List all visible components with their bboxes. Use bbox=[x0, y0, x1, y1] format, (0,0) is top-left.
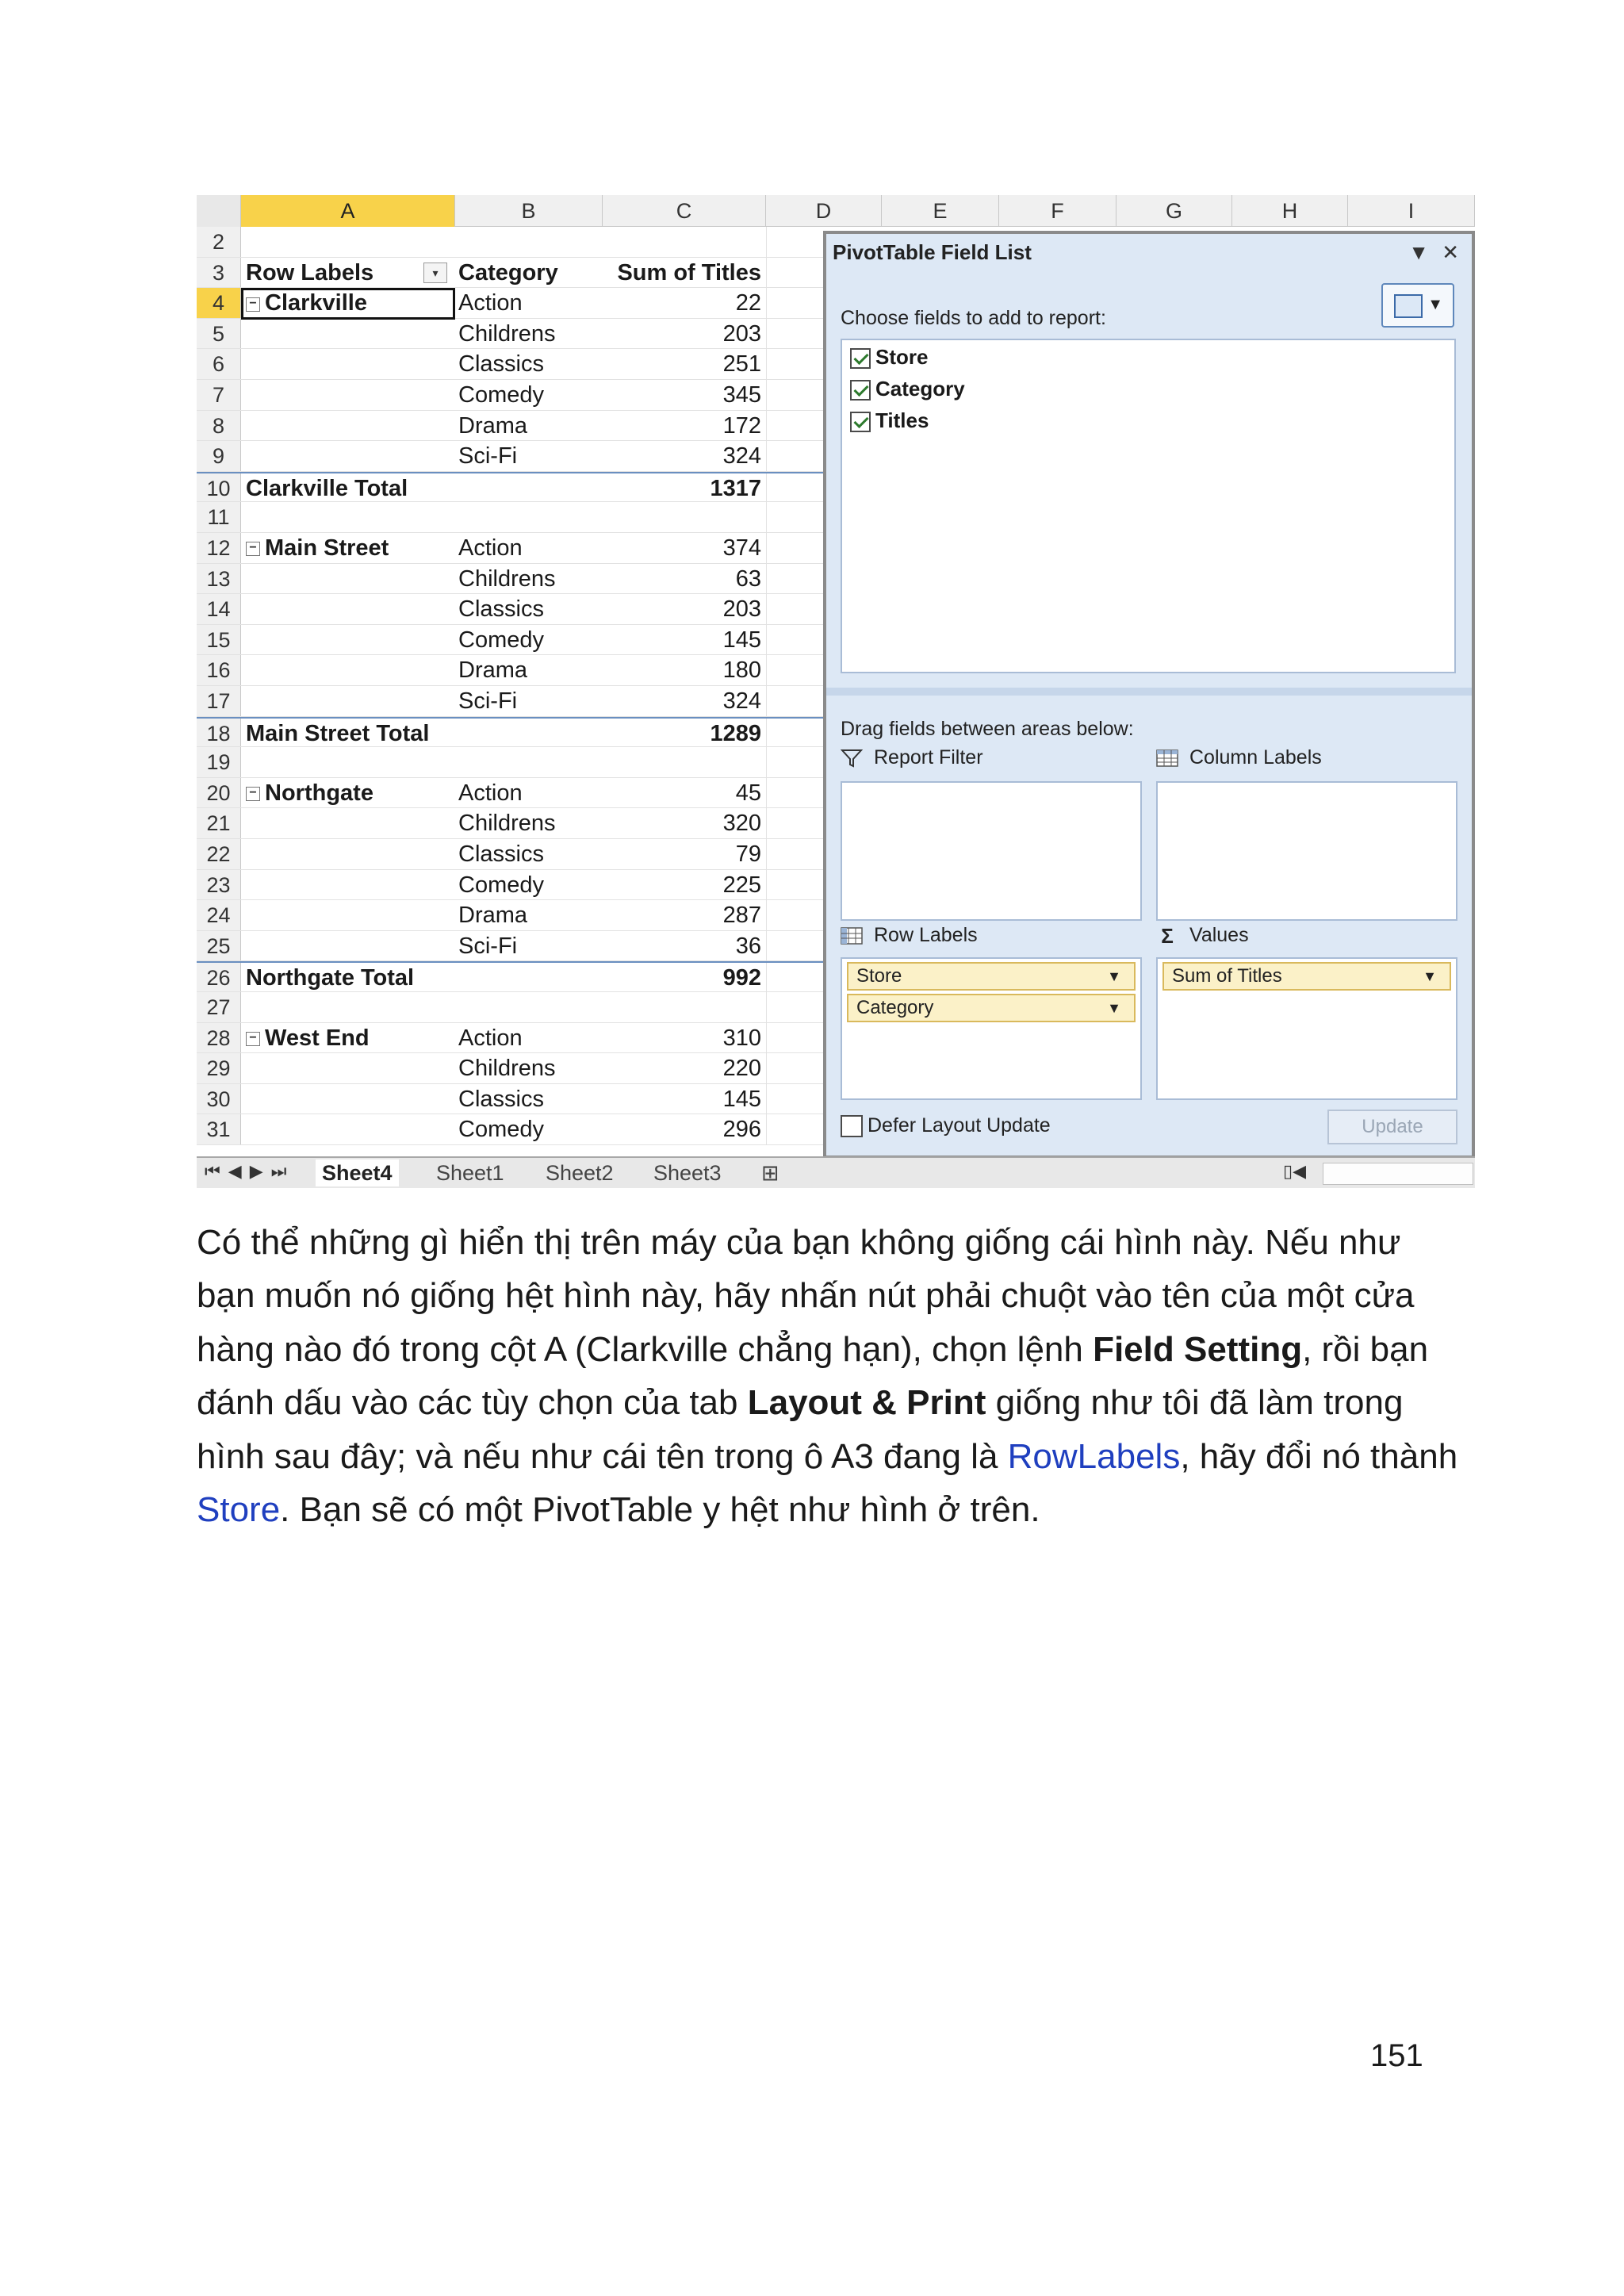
cell-c[interactable]: Sum of Titles bbox=[617, 259, 761, 286]
cell-a[interactable] bbox=[246, 411, 454, 441]
report-filter-area[interactable] bbox=[841, 781, 1142, 921]
cell-d[interactable] bbox=[766, 900, 823, 930]
sheet-row bbox=[197, 1023, 823, 1054]
cell-c[interactable]: 203 bbox=[722, 320, 761, 347]
bold-text: Field Setting bbox=[1093, 1329, 1303, 1369]
column-header-h[interactable]: H bbox=[1232, 195, 1348, 227]
cell-b[interactable]: Comedy bbox=[458, 382, 544, 408]
row-number[interactable]: 19 bbox=[197, 747, 241, 777]
cell-b[interactable]: Childrens bbox=[458, 565, 556, 592]
sheet-row bbox=[197, 441, 823, 472]
cell-b[interactable] bbox=[458, 502, 603, 532]
cell-b[interactable]: Childrens bbox=[458, 811, 556, 837]
cell-d[interactable] bbox=[766, 594, 823, 624]
layout-icon bbox=[1394, 294, 1423, 318]
text-run: . Bạn sẽ có một PivotTable y hệt như hình ở trên. bbox=[280, 1490, 1040, 1530]
cell-c[interactable]: 145 bbox=[722, 1086, 761, 1112]
sheet-tab[interactable]: Sheet1 bbox=[436, 1161, 504, 1185]
column-header-g[interactable]: G bbox=[1116, 195, 1232, 227]
field-item-label: Category bbox=[875, 377, 965, 401]
cell-b[interactable]: Classics bbox=[458, 351, 544, 378]
field-item-label: Store bbox=[875, 345, 929, 369]
row-number[interactable]: 17 bbox=[197, 686, 241, 716]
cell-b[interactable]: Action bbox=[458, 780, 523, 806]
sheet-row bbox=[197, 1114, 823, 1145]
row-number[interactable]: 9 bbox=[197, 441, 241, 471]
sheet-tabs-bar bbox=[197, 1156, 1475, 1188]
cell-d[interactable] bbox=[766, 473, 823, 502]
highlight-text: Store bbox=[197, 1490, 281, 1530]
cell-d[interactable] bbox=[766, 963, 823, 991]
excel-screenshot bbox=[197, 195, 1475, 1188]
sheet-row bbox=[197, 1084, 823, 1115]
row-number[interactable]: 8 bbox=[197, 411, 241, 441]
sheet-row bbox=[197, 227, 823, 258]
cell-d[interactable] bbox=[766, 411, 823, 441]
cell-d[interactable] bbox=[766, 992, 823, 1022]
cell-b[interactable]: Action bbox=[458, 1025, 523, 1051]
cell-a[interactable] bbox=[246, 931, 454, 961]
row-labels-icon bbox=[841, 926, 863, 945]
scroll-splitter-icon[interactable]: ▯◀ bbox=[1283, 1161, 1307, 1181]
cell-b[interactable]: Comedy bbox=[458, 1117, 544, 1143]
sheet-row bbox=[197, 655, 823, 686]
cell-c[interactable]: 36 bbox=[735, 933, 761, 959]
cell-a[interactable] bbox=[246, 870, 454, 900]
cell-a[interactable] bbox=[246, 1023, 454, 1053]
cell-a[interactable] bbox=[246, 992, 454, 1022]
sheet-row bbox=[197, 747, 823, 778]
text-run: , hãy đổi nó thành bbox=[1180, 1436, 1458, 1476]
cell-c[interactable]: 225 bbox=[722, 872, 761, 898]
cell-a[interactable] bbox=[246, 441, 454, 471]
row-number[interactable]: 21 bbox=[197, 808, 241, 838]
cell-c[interactable]: 324 bbox=[722, 443, 761, 470]
drag-fields-label: Drag fields between areas below: bbox=[841, 718, 1134, 740]
cell-d[interactable] bbox=[766, 288, 823, 318]
update-button[interactable]: Update bbox=[1327, 1110, 1457, 1144]
page-number: 151 bbox=[1370, 2038, 1423, 2073]
cell-c[interactable]: 251 bbox=[722, 351, 761, 378]
panel-menu-icon[interactable]: ▼ bbox=[1408, 240, 1429, 264]
row-number[interactable]: 31 bbox=[197, 1114, 241, 1144]
cell-a[interactable] bbox=[246, 686, 454, 716]
sheet-row bbox=[197, 564, 823, 595]
sheet-row bbox=[197, 808, 823, 839]
cell-d[interactable] bbox=[766, 719, 823, 747]
sheet-row bbox=[197, 594, 823, 625]
sheet-row bbox=[197, 870, 823, 901]
row-number[interactable]: 28 bbox=[197, 1023, 241, 1053]
checkbox-icon[interactable] bbox=[841, 1115, 863, 1137]
highlight-text: RowLabels bbox=[1007, 1436, 1181, 1476]
column-header-c[interactable]: C bbox=[603, 195, 766, 227]
row-number[interactable]: 24 bbox=[197, 900, 241, 930]
horizontal-scrollbar[interactable] bbox=[1323, 1163, 1473, 1185]
cell-c[interactable]: 296 bbox=[722, 1117, 761, 1143]
row-number[interactable]: 25 bbox=[197, 931, 241, 961]
chevron-down-icon[interactable]: ▼ bbox=[1107, 968, 1121, 984]
sheet-row bbox=[197, 1053, 823, 1084]
cell-c[interactable]: 992 bbox=[722, 965, 761, 991]
store-label: Northgate bbox=[265, 780, 373, 806]
cell-a[interactable] bbox=[246, 380, 454, 410]
cell-c[interactable]: 203 bbox=[722, 596, 761, 623]
cell-a[interactable] bbox=[246, 319, 454, 349]
filter-icon bbox=[841, 749, 863, 768]
field-item-label: Titles bbox=[875, 408, 929, 432]
cell-a[interactable] bbox=[246, 625, 454, 655]
cell-c[interactable]: 180 bbox=[722, 657, 761, 684]
sheet-row bbox=[197, 717, 823, 748]
sigma-icon: Σ bbox=[1161, 924, 1174, 949]
cell-c[interactable]: 324 bbox=[722, 688, 761, 714]
row-number[interactable]: 18 bbox=[197, 719, 241, 747]
cell-c[interactable] bbox=[603, 502, 766, 532]
cell-c[interactable]: 320 bbox=[722, 811, 761, 837]
cell-a[interactable] bbox=[246, 1084, 454, 1114]
cell-a[interactable] bbox=[246, 502, 454, 532]
cell-d[interactable] bbox=[766, 1114, 823, 1144]
row-number[interactable]: 16 bbox=[197, 655, 241, 685]
cell-a[interactable] bbox=[246, 349, 454, 379]
chevron-down-icon[interactable]: ▼ bbox=[1107, 1000, 1121, 1016]
sheet-row bbox=[197, 961, 823, 992]
row-number[interactable]: 13 bbox=[197, 564, 241, 594]
field-item-store[interactable] bbox=[850, 345, 928, 370]
chevron-down-icon[interactable]: ▼ bbox=[1423, 968, 1437, 984]
row-number[interactable]: 27 bbox=[197, 992, 241, 1022]
cell-d[interactable] bbox=[766, 870, 823, 900]
values-label: Σ Values bbox=[1156, 924, 1249, 947]
cell-b[interactable]: Comedy bbox=[458, 872, 544, 898]
cell-a[interactable] bbox=[246, 594, 454, 624]
cell-d[interactable] bbox=[766, 655, 823, 685]
cell-c[interactable]: 22 bbox=[735, 290, 761, 316]
cell-b[interactable] bbox=[458, 473, 603, 502]
cell-d[interactable] bbox=[766, 808, 823, 838]
sheet-row bbox=[197, 778, 823, 809]
row-field-store[interactable]: Store ▼ bbox=[847, 962, 1136, 991]
cell-d[interactable] bbox=[766, 441, 823, 471]
cell-a[interactable] bbox=[246, 900, 454, 930]
collapse-icon[interactable]: − bbox=[246, 1032, 260, 1046]
cell-d[interactable] bbox=[766, 502, 823, 532]
row-labels-area[interactable] bbox=[841, 957, 1142, 1100]
cell-c[interactable]: 374 bbox=[722, 535, 761, 561]
sheet-tab[interactable]: Sheet3 bbox=[653, 1161, 722, 1185]
cell-a[interactable] bbox=[246, 1114, 454, 1144]
body-paragraph bbox=[197, 1216, 1465, 1536]
cell-b[interactable]: Sci-Fi bbox=[458, 933, 518, 959]
cell-b[interactable]: Action bbox=[458, 290, 523, 316]
cell-d[interactable] bbox=[766, 1053, 823, 1083]
column-header-b[interactable]: B bbox=[455, 195, 603, 227]
sheet-row bbox=[197, 258, 823, 289]
store-label: Main Street bbox=[265, 535, 389, 561]
report-filter-label: Report Filter bbox=[841, 746, 983, 769]
row-number[interactable]: 7 bbox=[197, 380, 241, 410]
row-number[interactable]: 14 bbox=[197, 594, 241, 624]
column-header-f[interactable]: F bbox=[999, 195, 1116, 227]
cell-a[interactable]: Main Street Total bbox=[246, 720, 430, 746]
cell-a[interactable]: Clarkville Total bbox=[246, 475, 408, 501]
cell-a[interactable] bbox=[246, 655, 454, 685]
defer-label: Defer Layout Update bbox=[868, 1114, 1051, 1137]
row-labels-label: Row Labels bbox=[841, 924, 978, 947]
cell-c[interactable]: 287 bbox=[722, 903, 761, 929]
cell-b[interactable] bbox=[458, 747, 603, 777]
row-number[interactable]: 3 bbox=[197, 258, 241, 288]
checkbox-checked-icon[interactable] bbox=[850, 380, 871, 401]
cell-d[interactable] bbox=[766, 686, 823, 716]
cell-b[interactable]: Childrens bbox=[458, 1056, 556, 1082]
collapse-icon[interactable]: − bbox=[246, 542, 260, 556]
row-number[interactable]: 22 bbox=[197, 839, 241, 869]
cell-c[interactable]: 145 bbox=[722, 627, 761, 653]
cell-a[interactable] bbox=[246, 839, 454, 869]
cell-b[interactable]: Classics bbox=[458, 1086, 544, 1112]
sheet-tab[interactable]: Sheet4 bbox=[316, 1159, 399, 1186]
close-icon[interactable]: ✕ bbox=[1442, 240, 1459, 264]
row-number[interactable]: 4 bbox=[197, 288, 241, 318]
cell-d[interactable] bbox=[766, 533, 823, 563]
cell-b[interactable]: Drama bbox=[458, 903, 528, 929]
choose-fields-label: Choose fields to add to report: bbox=[841, 307, 1106, 329]
sheet-row bbox=[197, 502, 823, 533]
sheet-row bbox=[197, 533, 823, 564]
pivottable-field-list bbox=[823, 231, 1475, 1159]
cell-b[interactable]: Sci-Fi bbox=[458, 443, 518, 470]
cell-b[interactable]: Drama bbox=[458, 412, 528, 439]
column-labels-label: Column Labels bbox=[1156, 746, 1322, 769]
checkbox-checked-icon[interactable] bbox=[850, 412, 871, 432]
cell-d[interactable] bbox=[766, 258, 823, 288]
cell-c[interactable]: 63 bbox=[735, 565, 761, 592]
checkbox-checked-icon[interactable] bbox=[850, 348, 871, 369]
cell-a[interactable] bbox=[246, 258, 454, 288]
cell-b[interactable] bbox=[458, 719, 603, 747]
cell-d[interactable] bbox=[766, 1023, 823, 1053]
cell-c[interactable]: 1317 bbox=[710, 475, 761, 501]
text-run: giống như tôi đã làm trong hình sau đây; và nếu như cái tên trong ô A3 đang là bbox=[197, 1383, 1404, 1476]
cell-c[interactable]: 310 bbox=[722, 1025, 761, 1051]
row-number[interactable]: 29 bbox=[197, 1053, 241, 1083]
sheet-row bbox=[197, 931, 823, 962]
cell-b[interactable]: Category bbox=[458, 259, 558, 286]
store-label: Clarkville bbox=[265, 290, 367, 316]
cell-b[interactable]: Childrens bbox=[458, 320, 556, 347]
cell-a[interactable] bbox=[246, 1053, 454, 1083]
defer-layout-update[interactable] bbox=[841, 1114, 1051, 1137]
cell-d[interactable] bbox=[766, 1084, 823, 1114]
field-item-titles[interactable] bbox=[850, 408, 929, 433]
row-number[interactable]: 26 bbox=[197, 963, 241, 991]
cell-b[interactable]: Classics bbox=[458, 596, 544, 623]
store-label: West End bbox=[265, 1025, 370, 1051]
cell-c[interactable]: 345 bbox=[722, 382, 761, 408]
column-header-e[interactable]: E bbox=[882, 195, 999, 227]
active-cell-a4[interactable] bbox=[241, 288, 455, 320]
row-labels-header: Row Labels bbox=[246, 259, 374, 286]
cell-d[interactable] bbox=[766, 227, 823, 257]
cell-a[interactable] bbox=[246, 564, 454, 594]
cell-d[interactable] bbox=[766, 747, 823, 777]
row-number[interactable]: 23 bbox=[197, 870, 241, 900]
cell-d[interactable] bbox=[766, 778, 823, 808]
text-run: , rồi bạn đánh dấu vào các tùy chọn của tab bbox=[197, 1329, 1429, 1423]
collapse-icon[interactable]: − bbox=[246, 297, 260, 312]
column-header-a[interactable]: A bbox=[241, 195, 455, 227]
row-field-category[interactable]: Category ▼ bbox=[847, 994, 1136, 1022]
cell-b[interactable]: Action bbox=[458, 535, 523, 561]
cell-a[interactable] bbox=[246, 808, 454, 838]
row-number[interactable]: 20 bbox=[197, 778, 241, 808]
column-header-bar bbox=[197, 195, 1475, 227]
select-all-corner[interactable] bbox=[197, 195, 241, 227]
cell-c[interactable]: 1289 bbox=[710, 720, 761, 746]
cell-d[interactable] bbox=[766, 839, 823, 869]
row-number[interactable]: 2 bbox=[197, 227, 241, 257]
field-item-category[interactable] bbox=[850, 377, 965, 401]
chevron-down-icon: ▼ bbox=[1427, 296, 1443, 313]
cell-d[interactable] bbox=[766, 931, 823, 961]
cell-d[interactable] bbox=[766, 349, 823, 379]
cell-c[interactable]: 79 bbox=[735, 841, 761, 867]
collapse-icon[interactable]: − bbox=[246, 787, 260, 801]
value-field-sum-of-titles[interactable]: Sum of Titles ▼ bbox=[1162, 962, 1451, 991]
cell-a[interactable] bbox=[246, 227, 454, 257]
cell-b[interactable]: Sci-Fi bbox=[458, 688, 518, 714]
row-number[interactable]: 5 bbox=[197, 319, 241, 349]
row-number[interactable]: 12 bbox=[197, 533, 241, 563]
insert-sheet-icon[interactable]: ⊞ bbox=[761, 1161, 779, 1185]
sheet-row bbox=[197, 839, 823, 870]
cell-b[interactable] bbox=[458, 992, 603, 1022]
column-labels-area[interactable] bbox=[1156, 781, 1457, 921]
filter-dropdown-icon[interactable]: ▾ bbox=[423, 263, 447, 283]
sheet-row bbox=[197, 472, 823, 503]
cell-c[interactable]: 220 bbox=[722, 1056, 761, 1082]
sheet-row bbox=[197, 411, 823, 442]
sheet-row bbox=[197, 380, 823, 411]
bold-text: Layout & Print bbox=[747, 1383, 986, 1423]
cell-b[interactable]: Drama bbox=[458, 657, 528, 684]
field-list-layout-button[interactable] bbox=[1381, 283, 1454, 328]
sheet-row bbox=[197, 349, 823, 380]
values-area[interactable] bbox=[1156, 957, 1457, 1100]
cell-b[interactable]: Classics bbox=[458, 841, 544, 867]
column-header-d[interactable]: D bbox=[766, 195, 882, 227]
cell-d[interactable] bbox=[766, 625, 823, 655]
row-number[interactable]: 6 bbox=[197, 349, 241, 379]
cell-a[interactable]: Northgate Total bbox=[246, 965, 415, 991]
cell-d[interactable] bbox=[766, 564, 823, 594]
pivot-panel-title: PivotTable Field List bbox=[833, 240, 1032, 264]
cell-a[interactable] bbox=[246, 778, 454, 808]
row-number[interactable]: 30 bbox=[197, 1084, 241, 1114]
cell-d[interactable] bbox=[766, 319, 823, 349]
cell-c[interactable] bbox=[603, 992, 766, 1022]
sheet-row bbox=[197, 992, 823, 1023]
column-header-i[interactable]: I bbox=[1348, 195, 1475, 227]
sheet-row bbox=[197, 686, 823, 717]
cell-b[interactable] bbox=[458, 963, 603, 991]
row-number[interactable]: 15 bbox=[197, 625, 241, 655]
row-number[interactable]: 10 bbox=[197, 473, 241, 502]
cell-d[interactable] bbox=[766, 380, 823, 410]
text-run: Có thể những gì hiển thị trên máy của bạn không giống cái hình này. Nếu như bạn muốn nó giống hệt hình này, hãy nhấn nút phải chuột vào tên của một cửa hàng nào đó trong cột A (Clarkville chẳng hạn), chọn lệnh bbox=[197, 1223, 1415, 1369]
cell-a[interactable] bbox=[246, 747, 454, 777]
column-labels-icon bbox=[1156, 749, 1178, 768]
cell-c[interactable]: 45 bbox=[735, 780, 761, 806]
field-list-box bbox=[841, 339, 1456, 673]
sheet-navigation-icons[interactable]: ⏮◀▶⏭ bbox=[205, 1161, 295, 1181]
sheet-tab[interactable]: Sheet2 bbox=[546, 1161, 614, 1185]
sheet-row bbox=[197, 319, 823, 350]
cell-c[interactable] bbox=[603, 227, 766, 257]
cell-b[interactable] bbox=[458, 227, 603, 257]
cell-a[interactable] bbox=[246, 533, 454, 563]
sheet-row bbox=[197, 625, 823, 656]
sheet-row bbox=[197, 900, 823, 931]
cell-c[interactable]: 172 bbox=[722, 412, 761, 439]
cell-b[interactable]: Comedy bbox=[458, 627, 544, 653]
row-number[interactable]: 11 bbox=[197, 502, 241, 532]
cell-c[interactable] bbox=[603, 747, 766, 777]
panel-splitter[interactable] bbox=[826, 688, 1472, 696]
